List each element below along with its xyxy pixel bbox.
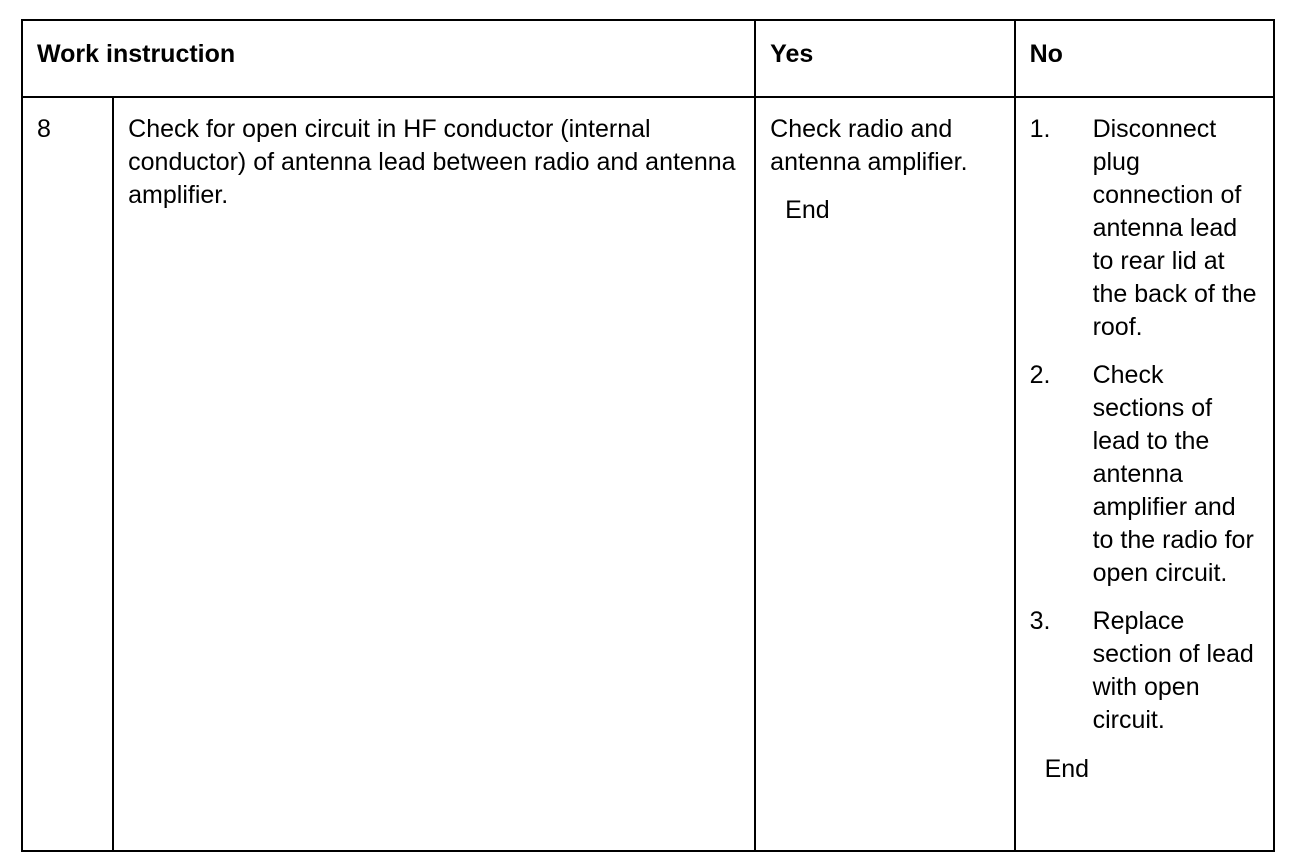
no-cell bbox=[1015, 97, 1274, 851]
no-step-item bbox=[1030, 359, 1259, 590]
step-number-cell bbox=[22, 97, 113, 851]
table-row bbox=[22, 97, 1274, 851]
work-instruction-table bbox=[21, 19, 1275, 852]
table-header-row bbox=[22, 20, 1274, 97]
instruction-cell bbox=[113, 97, 755, 851]
yes-cell bbox=[755, 97, 1014, 851]
no-step-text: Check sections of lead to the antenna amplifier and to the radio for open circuit. bbox=[1092, 361, 1254, 587]
yes-text: Check radio and antenna amplifier. bbox=[770, 115, 968, 176]
no-steps-list bbox=[1030, 113, 1259, 737]
no-step-number: 1. bbox=[1029, 115, 1051, 143]
no-step-text: Replace section of lead with open circuit. bbox=[1092, 607, 1254, 734]
no-step-text: Disconnect plug connection of antenna lead to rear lid at the back of the roof. bbox=[1092, 115, 1257, 341]
header-no: No bbox=[1015, 20, 1274, 97]
no-step-number: 2. bbox=[1029, 361, 1051, 389]
no-step-number: 3. bbox=[1029, 607, 1051, 635]
no-step-item bbox=[1030, 605, 1259, 737]
header-work-instruction: Work instruction bbox=[22, 20, 755, 97]
instruction-text: Check for open circuit in HF conductor (internal conductor) of antenna lead between radio and antenna amplifier. bbox=[128, 115, 736, 209]
no-end-label: End bbox=[1044, 755, 1090, 783]
header-yes: Yes bbox=[755, 20, 1014, 97]
step-number: 8 bbox=[37, 115, 51, 143]
yes-end-label: End bbox=[785, 196, 830, 224]
no-step-item bbox=[1030, 113, 1259, 344]
